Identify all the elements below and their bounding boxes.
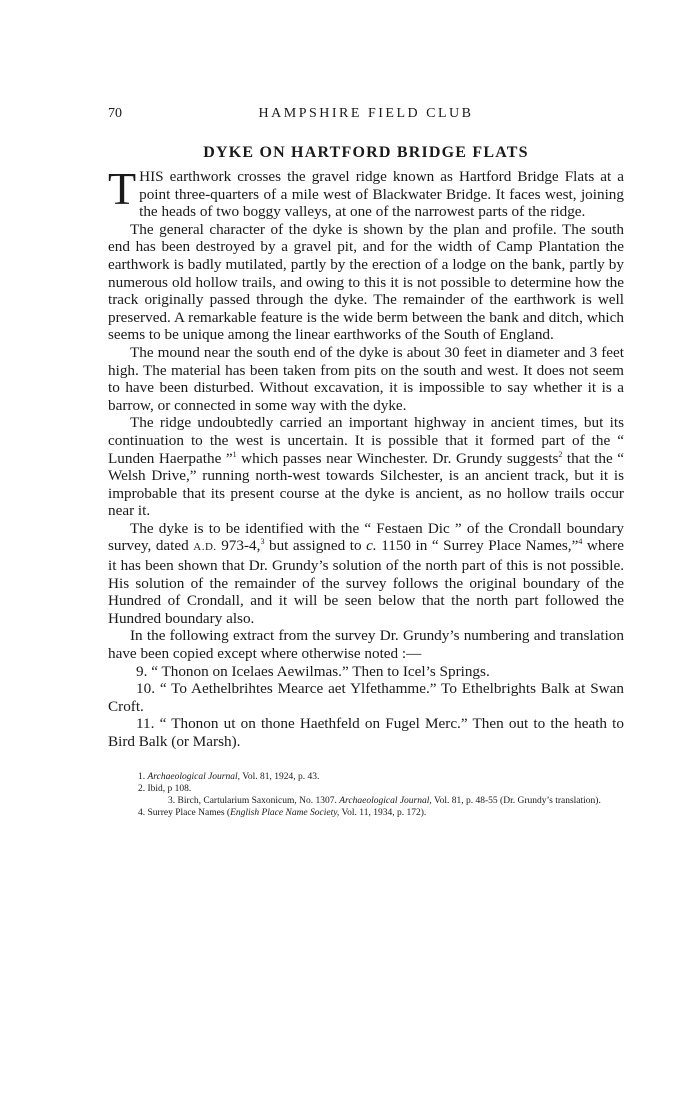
paragraph-4-text-c: that the “ Welsh Drive,” running north-west towards Silchester, is an ancient track, but it is improbable that its present course at the dyke is ancient, as no hollow trails occur near it. — [108, 449, 625, 520]
footnote-4-text-a: 4. Surrey Place Names ( — [138, 807, 231, 818]
paragraph-1 — [108, 163, 624, 221]
circa: c. — [366, 537, 377, 555]
running-title: HAMPSHIRE FIELD CLUB — [258, 106, 474, 121]
footnote-1-text: Vol. 81, 1924, p. 43. — [240, 771, 320, 782]
survey-item-9: 9. “ Thonon on Icelaes Aewilmas.” Then to Icel’s Springs. — [136, 662, 490, 680]
paragraph-5-text-a: The dyke is to be identified with the “ Festaen Dic ” of the Crondall boundary survey, dated — [108, 519, 624, 555]
paragraph-4 — [108, 414, 624, 520]
page-number: 70 — [108, 106, 122, 121]
anno-domini: A.D. — [193, 541, 217, 554]
footnotes — [108, 771, 624, 819]
page-header — [108, 104, 624, 128]
footnote-ref-3: 3 — [260, 537, 265, 547]
paragraph-5-text-e: where it has been shown that Dr. Grundy’s solution of the north part of this is not possible. His solution of the remainder of the survey follows the original boundary of the Hundred of Crondall, and it will be seen below that the north part followed the Hundred boundary also. — [108, 537, 624, 627]
paragraph-5-text-b: 973-4, — [216, 537, 261, 555]
footnote-1-journal: Archaeological Journal, — [147, 771, 241, 782]
paragraph-4-text-b: which passes near Winchester. Dr. Grundy suggests — [236, 449, 559, 467]
paragraph-5-text-c: but assigned to — [264, 537, 367, 555]
paragraph-6: In the following extract from the survey Dr. Grundy’s numbering and translation have been copied except where otherwise noted :— — [108, 627, 624, 663]
footnote-4 — [138, 807, 624, 819]
footnote-ref-2: 2 — [558, 449, 563, 459]
paragraph-2: The general character of the dyke is shown by the plan and profile. The south end has been destroyed by a gravel pit, and for the width of Camp Plantation the earthwork is badly mutilated, partly by the erection of a lodge on the bank, partly by numerous old hollow trails, and owing to this it is not possible to determine how the track originally passed through the dyke. The remainder of the earthwork is well preserved. A remarkable feature is the wide berm between the bank and ditch, which seems to be unique among the linear earthworks of the South of England. — [108, 220, 624, 344]
footnote-1 — [138, 771, 624, 783]
footnote-1-number: 1. — [138, 771, 146, 782]
article-title: DYKE ON HARTFORD BRIDGE FLATS — [203, 144, 529, 161]
article-body — [108, 163, 625, 751]
footnote-ref-4: 4 — [578, 537, 583, 547]
survey-item-10: 10. “ To Aethelbrihtes Mearce aet Ylfethamme.” To Ethelbrights Balk at Swan Croft. — [108, 680, 624, 715]
footnote-ref-1: 1 — [232, 449, 237, 459]
footnote-3 — [138, 795, 624, 807]
drop-cap: T — [108, 163, 137, 214]
survey-extract — [108, 663, 624, 751]
survey-item-11: 11. “ Thonon ut on thone Haethfeld on Fugel Merc.” Then out to the heath to Bird Balk (or Marsh). — [108, 715, 624, 750]
footnote-3-text-a: 3. Birch, Cartularium Saxonicum, No. 1307. — [168, 795, 340, 806]
footnote-4-text-b: Vol. 11, 1934, p. 172). — [339, 807, 427, 818]
paragraph-4-text-a: The ridge undoubtedly carried an important highway in ancient times, but its continuation to the west is uncertain. It is possible that it formed part of the “ Lunden Haerpathe ” — [108, 414, 624, 467]
paragraph-5 — [108, 520, 624, 628]
page-content — [108, 104, 624, 819]
footnote-3-text-b: Vol. 81, p. 48-55 (Dr. Grundy’s translation). — [431, 795, 601, 806]
paragraph-5-text-d: 1150 in “ Surrey Place Names,” — [376, 537, 579, 555]
paragraph-3: The mound near the south end of the dyke is about 30 feet in diameter and 3 feet high. The material has been taken from pits on the south and west. It does not seem to have been disturbed. Without excavation, it is impossible to say whether it is a barrow, or connected in some way with the dyke. — [108, 343, 624, 414]
footnote-3-journal: Archaeological Journal, — [339, 795, 432, 806]
footnote-4-society: English Place Name Society, — [230, 807, 340, 818]
footnote-2: 2. Ibid, p 108. — [138, 783, 192, 794]
paragraph-1-text: HIS earthwork crosses the gravel ridge known as Hartford Bridge Flats at a point three-quarters of a mile west of Blackwater Bridge. It faces west, joining the heads of two boggy valleys, at one of the narrowest parts of the ridge. — [139, 168, 624, 221]
